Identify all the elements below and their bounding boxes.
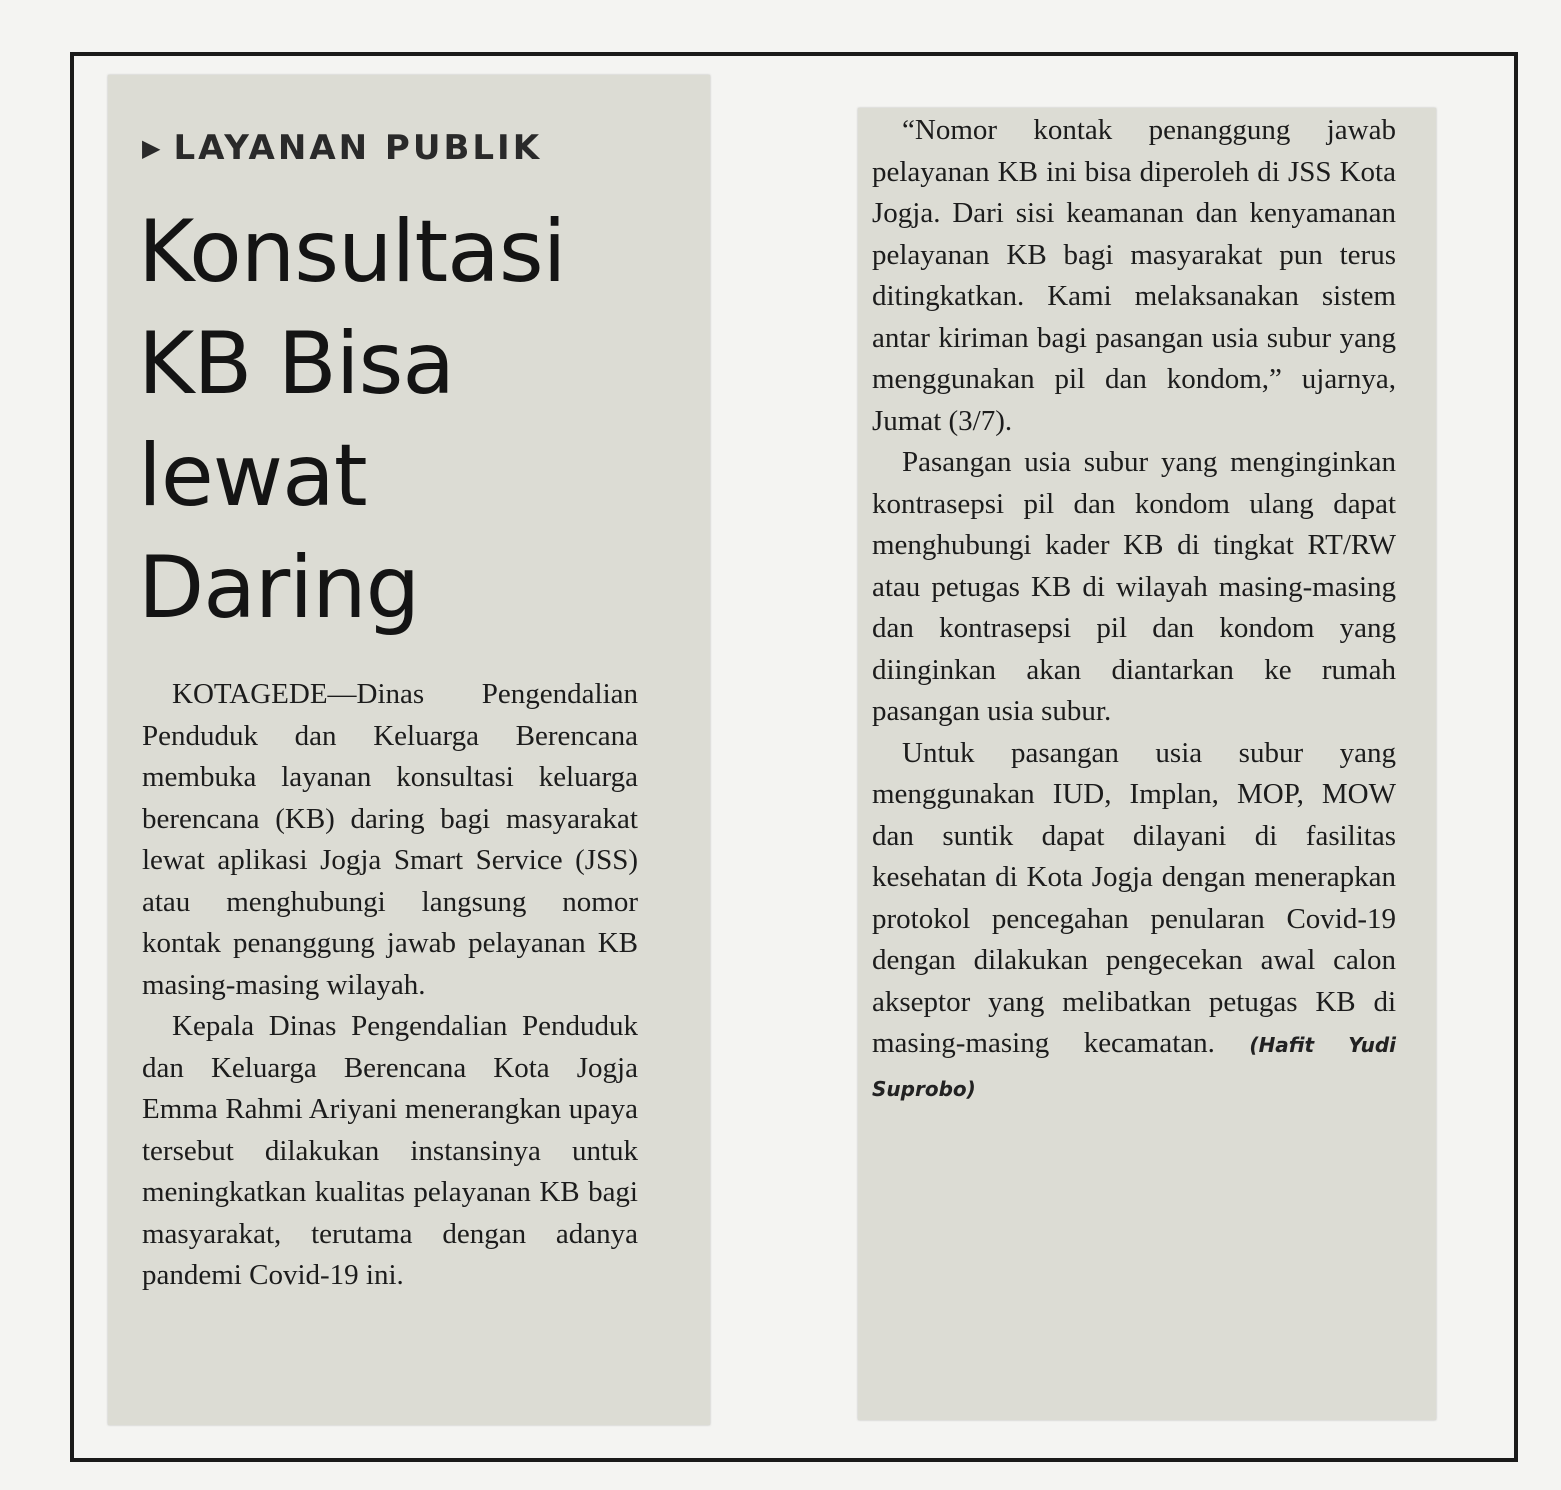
article-column-right — [872, 110, 1396, 1110]
headline — [138, 196, 698, 644]
article-column-left — [142, 674, 638, 1297]
paragraph-text: Untuk pasangan usia subur yang menggunakan IUD, Implan, MOP, MOW dan suntik dapat dilayani di fasilitas kesehatan di Kota Jogja dengan menerapkan protokol pencegahan penularan Covid-19 dengan dilakukan pengecekan awal calon akseptor yang melibatkan petugas KB di masing-masing kecamatan. — [872, 736, 1396, 1059]
triangle-right-icon: ▶ — [142, 134, 164, 162]
section-kicker — [142, 128, 542, 168]
headline-line: Konsultasi — [138, 202, 566, 302]
headline-line: Daring — [138, 538, 420, 638]
kicker-label: LAYANAN PUBLIK — [173, 128, 543, 168]
paragraph: Pasangan usia subur yang menginginkan kontrasepsi pil dan kondom ulang dapat menghubungi kader KB di tingkat RT/RW atau petugas KB di wilayah masing-masing dan kontrasepsi pil dan kondom yang diinginkan akan diantarkan ke rumah pasangan usia subur. — [872, 446, 1396, 727]
paragraph: KOTAGEDE—Dinas Pengendalian Penduduk dan Keluarga Berencana membuka layanan konsultasi keluarga berencana (KB) daring bagi masyarakat lewat aplikasi Jogja Smart Service (JSS) atau menghubungi langsung nomor kontak penanggung jawab pelayanan KB masing-masing wilayah. — [142, 678, 638, 1001]
byline: (Hafit Yudi Suprobo) — [872, 1033, 1396, 1101]
headline-line: lewat — [138, 426, 367, 526]
paragraph: “Nomor kontak penanggung jawab pelayanan KB ini bisa diperoleh di JSS Kota Jogja. Dari sisi keamanan dan kenyamanan pelayanan KB bagi masyarakat pun terus ditingkatkan. Kami melaksanakan sistem antar kiriman bagi pasangan usia subur yang menggunakan pil dan kondom,” ujarnya, Jumat (3/7). — [872, 114, 1396, 437]
headline-line: KB Bisa — [138, 314, 455, 414]
paragraph: Kepala Dinas Pengendalian Penduduk dan Keluarga Berencana Kota Jogja Emma Rahmi Ariyani menerangkan upaya tersebut dilakukan instansinya untuk meningkatkan kualitas pelayanan KB bagi masyarakat, terutama dengan adanya pandemi Covid-19 ini. — [142, 1010, 638, 1291]
paragraph — [872, 733, 1396, 1111]
